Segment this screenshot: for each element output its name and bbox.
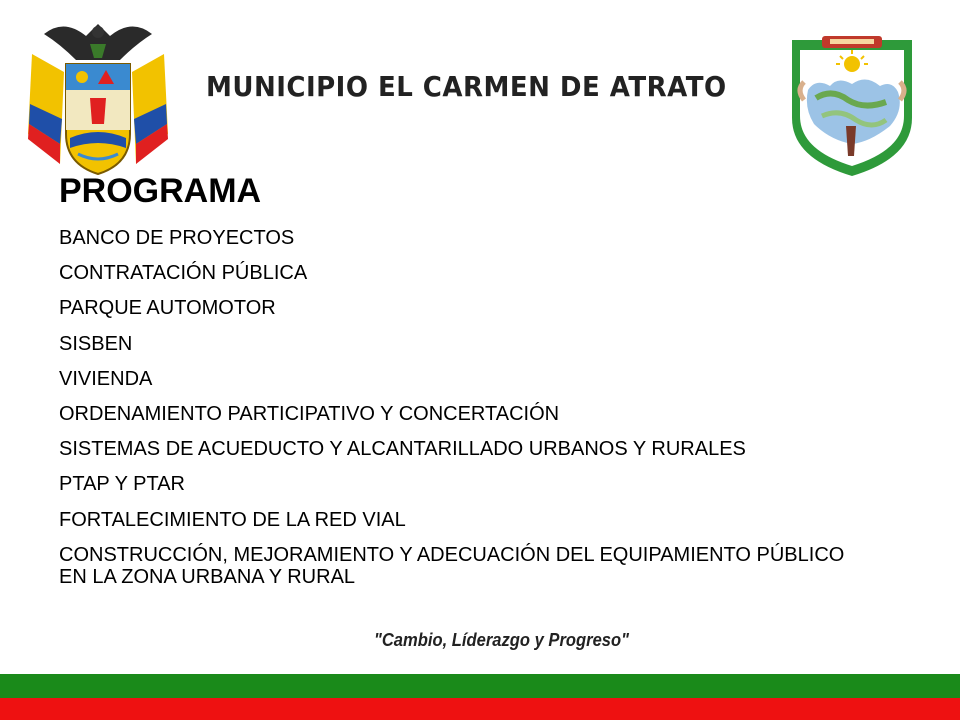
list-item: PARQUE AUTOMOTOR [59, 297, 276, 320]
list-item: SISBEN [59, 332, 133, 355]
list-item: PTAP Y PTAR [59, 473, 185, 496]
slogan: "Cambio, Líderazgo y Progreso" [374, 630, 629, 650]
list-item: BANCO DE PROYECTOS [59, 227, 295, 249]
list-item: VIVIENDA [59, 367, 153, 390]
program-list [59, 227, 859, 601]
list-item: CONTRATACIÓN PÚBLICA [59, 262, 308, 285]
list-item: FORTALECIMIENTO DE LA RED VIAL [59, 508, 406, 531]
municipality-title: MUNICIPIO EL CARMEN DE ATRATO [206, 70, 727, 103]
colombia-coat-of-arms-icon [24, 14, 172, 182]
program-heading: PROGRAMA [59, 172, 262, 210]
list-item: SISTEMAS DE ACUEDUCTO Y ALCANTARILLADO URBANOS Y RURALES [59, 438, 746, 461]
flag-stripe-green [0, 674, 960, 698]
municipal-shield-icon [786, 30, 918, 178]
flag-stripe-white [0, 660, 960, 674]
flag-stripe-red [0, 698, 960, 720]
list-item: CONSTRUCCIÓN, MEJORAMIENTO Y ADECUACIÓN DEL EQUIPAMIENTO PÚBLICO EN LA ZONA URBANA Y RURAL [59, 543, 845, 588]
list-item: ORDENAMIENTO PARTICIPATIVO Y CONCERTACIÓN [59, 402, 560, 425]
